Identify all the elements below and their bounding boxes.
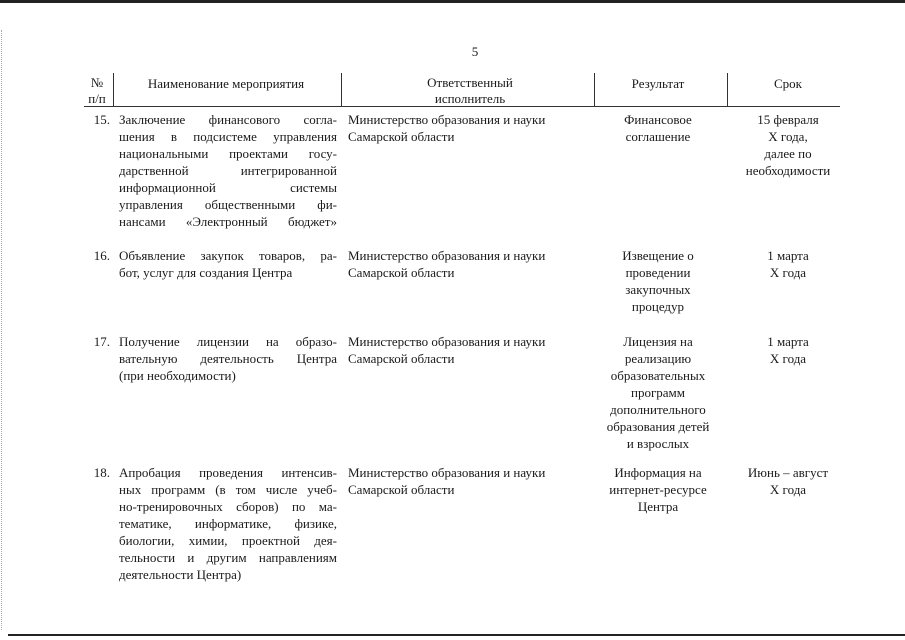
page-number: 5 <box>471 44 479 59</box>
row-responsible-line: Министерство образования и науки <box>348 334 546 349</box>
row-term-line: X года <box>769 482 807 497</box>
row-result-line: Финансовое <box>624 112 692 127</box>
header-responsible <box>345 75 595 107</box>
row-responsible-line: Самарской области <box>348 129 455 144</box>
row-activity <box>119 247 337 281</box>
row-term-line: 1 марта <box>767 248 809 263</box>
row-term <box>734 464 842 498</box>
row-activity <box>119 464 337 583</box>
row-responsible-line: Министерство образования и науки <box>348 465 546 480</box>
row-result-line: Центра <box>637 499 679 514</box>
row-responsible <box>348 111 590 145</box>
row-number: 18. <box>93 465 110 480</box>
row-responsible-line: Министерство образования и науки <box>348 248 546 263</box>
row-activity-line: деятельности Центра) <box>119 567 242 582</box>
row-result-line: закупочных <box>625 282 691 297</box>
row-responsible-line: Самарской области <box>348 482 455 497</box>
row-term-line: X года <box>769 265 807 280</box>
header-divider <box>341 73 342 106</box>
row-result-line: проведении <box>625 265 691 280</box>
header-bottom-rule <box>84 106 840 107</box>
row-activity-line: дарственной интегрированной <box>119 163 337 178</box>
header-divider <box>113 73 114 106</box>
row-term <box>734 247 842 281</box>
header-term: Срок <box>774 76 802 91</box>
row-activity <box>119 111 337 230</box>
row-responsible-line: Самарской области <box>348 351 455 366</box>
header-num-line1: № <box>90 75 104 90</box>
row-result-line: образовательных <box>610 368 706 383</box>
row-activity-line: ных программ (в том числе учеб- <box>119 482 337 497</box>
row-result-line: соглашение <box>625 129 691 144</box>
bottom-border <box>8 634 905 636</box>
row-term <box>734 111 842 179</box>
row-activity-line: биологии, химии, проектной дея- <box>119 533 337 548</box>
row-result-line: процедур <box>631 299 685 314</box>
row-result <box>597 247 719 315</box>
row-responsible <box>348 464 590 498</box>
row-responsible-line: Самарской области <box>348 265 455 280</box>
row-activity-line: шения в подсистеме управления <box>119 129 337 144</box>
header-divider <box>727 73 728 106</box>
row-responsible-line: Министерство образования и науки <box>348 112 546 127</box>
header-num <box>84 75 110 107</box>
row-activity-line: вательную деятельность Центра <box>119 351 337 366</box>
row-term-line: X года, <box>768 129 808 144</box>
row-activity-line: (при необходимости) <box>119 368 236 383</box>
row-activity-line: бот, услуг для создания Центра <box>119 265 293 280</box>
header-num-line2: п/п <box>88 91 106 106</box>
row-activity-line: нансами «Электронный бюджет» <box>119 214 337 229</box>
row-activity-line: но-тренировочных сборов) по ма- <box>119 499 337 514</box>
row-result <box>597 333 719 452</box>
row-activity-line: управления общественными фи- <box>119 197 337 212</box>
row-term <box>734 333 842 367</box>
row-term-line: далее по <box>764 146 812 161</box>
row-result <box>597 111 719 145</box>
header-result: Результат <box>631 76 685 91</box>
row-result <box>597 464 719 515</box>
row-result-line: программ <box>630 385 685 400</box>
row-activity <box>119 333 337 384</box>
scan-margin <box>1 30 3 630</box>
top-border <box>0 0 905 3</box>
row-activity-line: тематике, информатике, физике, <box>119 516 337 531</box>
row-term-line: 1 марта <box>767 334 809 349</box>
row-term-line: необходимости <box>745 163 831 178</box>
row-number: 15. <box>93 112 110 127</box>
row-term-line: 15 февраля <box>757 112 819 127</box>
row-result-line: образования детей <box>606 419 710 434</box>
row-result-line: Извещение о <box>622 248 694 263</box>
row-number: 17. <box>93 334 110 349</box>
row-result-line: Информация на <box>614 465 702 480</box>
row-result-line: дополнительного <box>610 402 706 417</box>
row-responsible <box>348 247 590 281</box>
row-result-line: реализацию <box>624 351 692 366</box>
header-name: Наименование мероприятия <box>147 76 305 91</box>
row-result-line: Лицензия на <box>623 334 693 349</box>
header-responsible-line1: Ответственный <box>427 75 513 90</box>
row-term-line: Июнь – август <box>747 465 829 480</box>
row-number: 16. <box>93 248 110 263</box>
row-result-line: и взрослых <box>626 436 690 451</box>
header-divider <box>594 73 595 106</box>
row-result-line: интернет-ресурсе <box>609 482 707 497</box>
row-activity-line: Получение лицензии на образо- <box>119 334 337 349</box>
header-responsible-line2: исполнитель <box>434 91 506 106</box>
row-term-line: X года <box>769 351 807 366</box>
row-activity-line: национальными проектами госу- <box>119 146 337 161</box>
row-activity-line: Заключение финансового согла- <box>119 112 337 127</box>
row-responsible <box>348 333 590 367</box>
row-activity-line: Объявление закупок товаров, ра- <box>119 248 337 263</box>
row-activity-line: информационной системы <box>119 180 337 195</box>
row-activity-line: тельности и другим направлениям <box>119 550 337 565</box>
row-activity-line: Апробация проведения интенсив- <box>119 465 337 480</box>
